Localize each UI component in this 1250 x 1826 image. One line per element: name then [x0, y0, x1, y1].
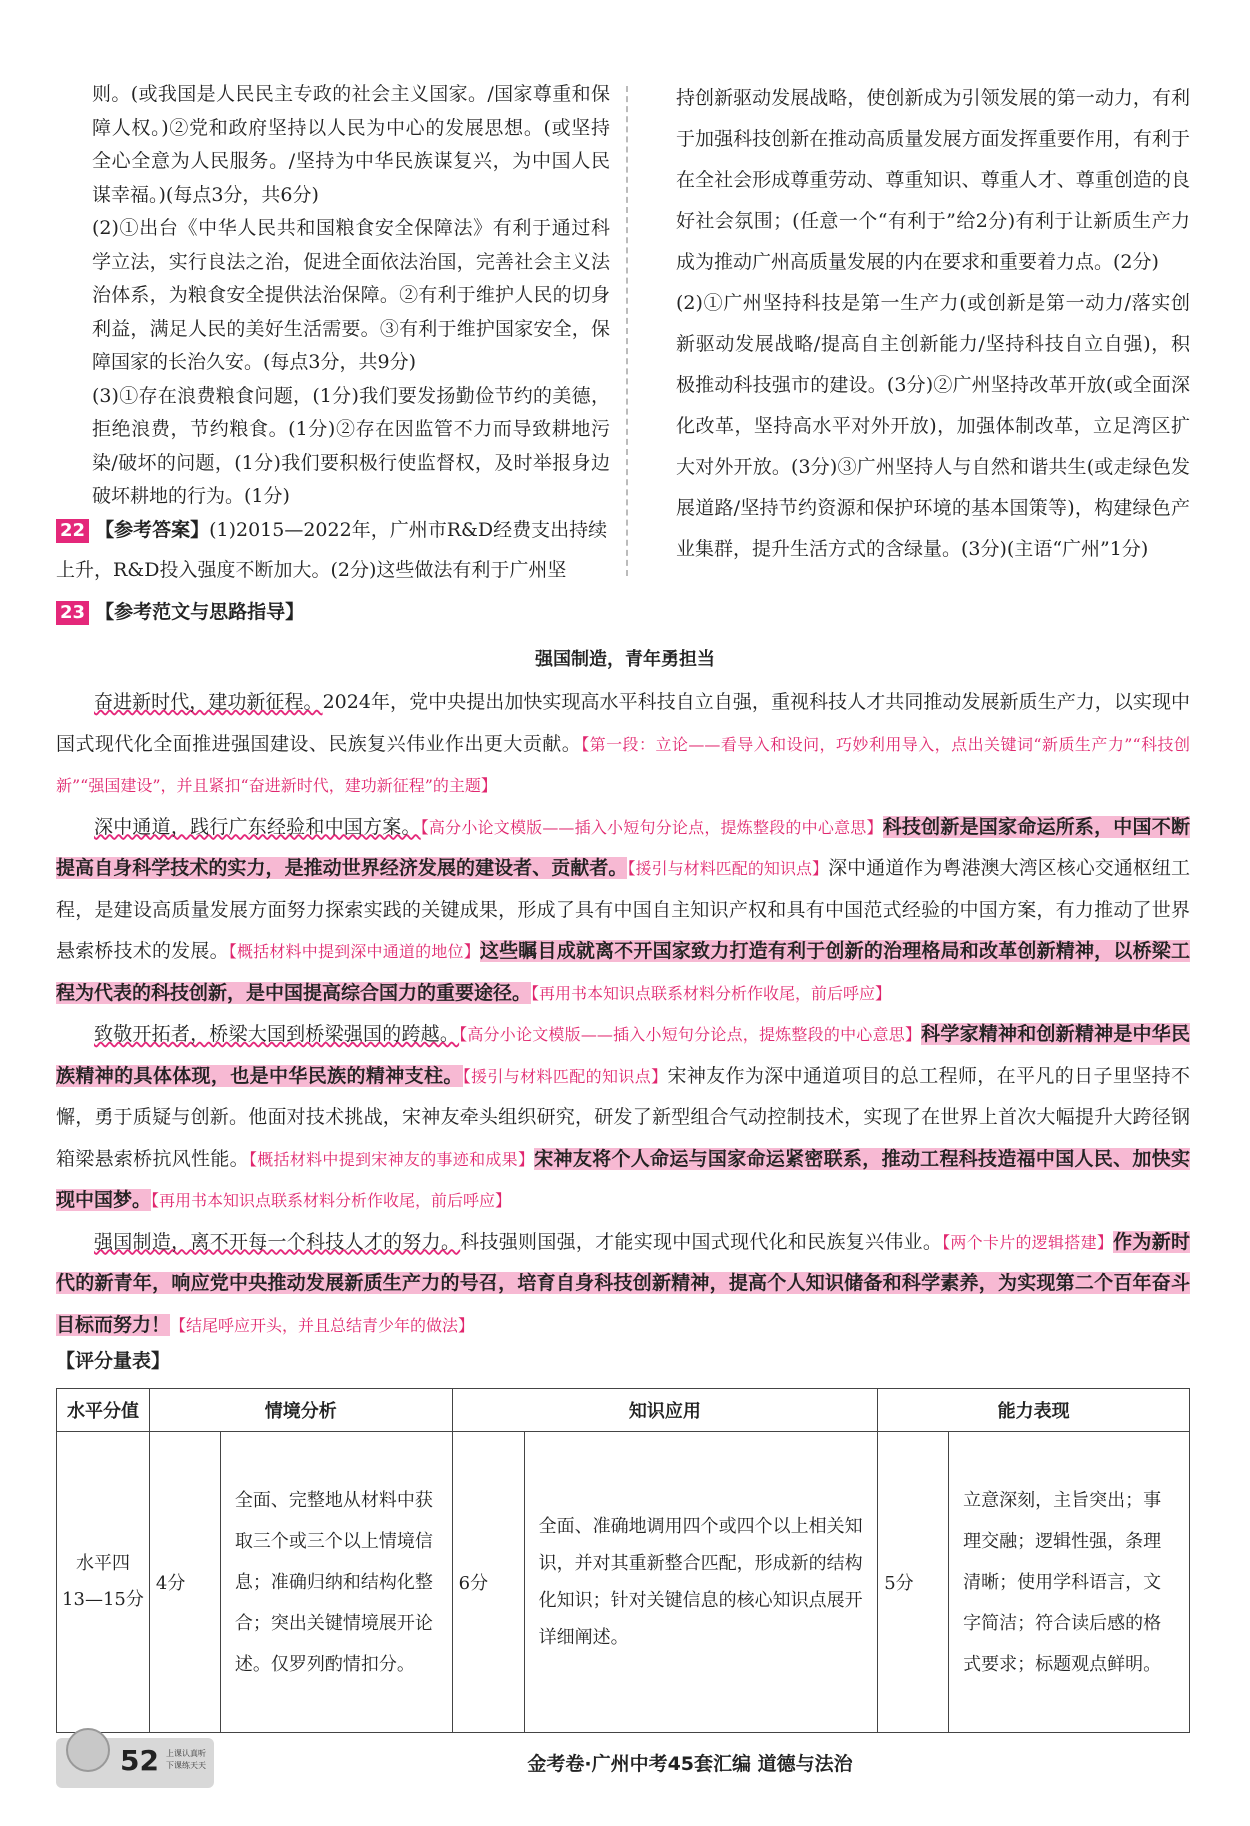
annotation-note: 【再用书本知识点联系材料分析作收尾，前后呼应】: [531, 983, 892, 1003]
question-number-23: 23: [56, 601, 89, 625]
question-number-22: 22: [56, 519, 89, 543]
situation-criteria: 全面、完整地从材料中获取三个或三个以上情境信息；准确归纳和结构化整合；突出关键情境展开论述。仅罗列酌情扣分。: [220, 1432, 452, 1733]
left-column: [92, 78, 610, 514]
right-paragraph-1: 持创新驱动发展战略，使创新成为引领发展的第一动力，有利于加强科技创新在推动高质量发展方面发挥重要作用，有利于在全社会形成尊重劳动、尊重知识、尊重人才、尊重创造的良好社会氛围；(任意一个“有利于”给2分)有利于让新质生产力成为推动广州高质量发展的内在要求和重要着力点。(2分): [676, 87, 1190, 273]
sub-point-phrase: 深中通道，践行广东经验和中国方案。: [94, 815, 421, 838]
ability-criteria: 立意深刻，主旨突出；事理交融；逻辑性强，条理清晰；使用学科语言，文字简洁；符合读后感的格式要求；标题观点鲜明。: [949, 1432, 1190, 1733]
annotation-note: 【援引与材料匹配的知识点】: [462, 1066, 668, 1086]
footer-title: 金考卷·广州中考45套汇编 道德与法治: [527, 1753, 853, 1775]
annotation-note: 【概括材料中提到深中通道的地位】: [228, 942, 480, 961]
essay-text: 科技强则国强，才能实现中国式现代化和民族复兴伟业。: [460, 1230, 943, 1253]
question-23-header: [56, 597, 304, 625]
header-level: 水平分值: [57, 1389, 150, 1432]
question-22-text: (1)2015—2022年，广州市R&D经费支出持续上升，R&D投入强度不断加大。(2分)这些做法有利于广州坚: [56, 519, 608, 581]
essay-paragraph-3: [56, 1014, 1190, 1222]
highlighted-text: 科学家精神和创新精神是中华民族精神的具体体现，也是中华民族的精神支柱。: [56, 1023, 1190, 1087]
essay-text: 2024年，党中央提出加快实现高水平科技自立自强，重视科技人才共同推动发展新质生产力，以实现中国式现代化全面推进强国建设、民族复兴伟业作出更大贡献。: [56, 691, 1190, 755]
level-cell: [57, 1432, 150, 1733]
badge-line-2: 下课练天天: [166, 1761, 206, 1770]
situation-score: 4分: [149, 1432, 220, 1733]
annotation-note: 【第一段：立论——看导入和设问，巧妙利用导入，点出关键词“新质生产力”“科技创新”“强国建设”，并且紧扣“奋进新时代，建功新征程”的主题】: [56, 734, 1190, 795]
highlighted-text: 这些瞩目成就离不开国家致力打造有利于创新的治理格局和改革创新精神，以桥梁工程为代表的科技创新，是中国提高综合国力的重要途径。: [56, 940, 1190, 1004]
knowledge-criteria: 全面、准确地调用四个或四个以上相关知识，并对其重新整合匹配，形成新的结构化知识；针对关键信息的核心知识点展开详细阐述。: [524, 1432, 878, 1733]
right-paragraph-2: (2)①广州坚持科技是第一生产力(或创新是第一动力/落实创新驱动发展战略/提高自主创新能力/坚持科技自立自强)，积极推动科技强市的建设。(3分)②广州坚持改革开放(或全面深化改革，坚持高水平对外开放)，加强体制改革，立足湾区扩大对外开放。(3分)③广州坚持人与自然和谐共生(或走绿色发展道路/坚持节约资源和保护环境的基本国策等)，构建绿色产业集群，提升生活方式的含绿量。(3分)(主语“广州”1分): [676, 292, 1190, 560]
header-knowledge: 知识应用: [452, 1389, 878, 1432]
sub-point-phrase: 致敬开拓者，桥梁大国到桥梁强国的跨越。: [94, 1023, 460, 1045]
left-paragraph-2: (2)①出台《中华人民共和国粮食安全保障法》有利于通过科学立法，实行良法之治，促进全面依法治国，完善社会主义法治体系，为粮食安全提供法治保障。②有利于维护人民的切身利益，满足人民的美好生活需要。③有利于维护国家安全，保障国家的长治久安。(每点3分，共9分): [92, 217, 610, 373]
annotation-note: 【两个卡片的逻辑搭建】: [942, 1232, 1114, 1252]
rubric-header-row: [57, 1389, 1190, 1432]
question-22: [56, 510, 612, 590]
annotation-note: 【高分小论文模版——插入小短句分论点，提炼整段的中心意思】: [459, 1025, 922, 1044]
left-paragraph-1: 则。(或我国是人民民主专政的社会主义国家。/国家尊重和保障人权。)②党和政府坚持以人民为中心的发展思想。(或坚持全心全意为人民服务。/坚持为中华民族谋复兴，为中国人民谋幸福。)(每点3分，共6分): [92, 83, 610, 206]
essay-title: 强国制造，青年勇担当: [535, 649, 715, 670]
badge-line-1: 上课认真听: [166, 1749, 206, 1758]
essay-text: 深中通道作为粤港澳大湾区核心交通枢纽工程，是建设高质量发展方面努力探索实践的关键成果，形成了具有中国自主知识产权和具有中国范式经验的中国方案，有力推动了世界悬索桥技术的发展。: [56, 857, 1190, 962]
annotation-note: 【再用书本知识点联系材料分析作收尾，前后呼应】: [151, 1191, 512, 1210]
annotation-note: 【高分小论文模版——插入小短句分论点，提炼整段的中心意思】: [420, 817, 883, 837]
annotation-note: 【援引与材料匹配的知识点】: [627, 859, 829, 878]
essay-body: [56, 682, 1190, 1346]
essay-paragraph-2: [56, 807, 1190, 1015]
thesis-phrase: 奋进新时代，建功新征程。: [94, 691, 323, 713]
highlighted-text: 作为新时代的新青年，响应党中央推动发展新质生产力的号召，培育自身科技创新精神，提高个人知识储备和科学素养，为实现第二个百年奋斗目标而努力！: [56, 1230, 1190, 1336]
highlighted-text: 科技创新是国家命运所系，中国不断提高自身科学技术的实力，是推动世界经济发展的建设者、贡献者。: [56, 815, 1190, 879]
header-situation: 情境分析: [149, 1389, 452, 1432]
page-number: 52: [120, 1744, 159, 1777]
essay-paragraph-1: [56, 682, 1190, 807]
left-paragraph-3: (3)①存在浪费粮食问题，(1分)我们要发扬勤俭节约的美德，拒绝浪费，节约粮食。(1分)②存在因监管不力而导致耕地污染/破坏的问题，(1分)我们要积极行使监督权，及时举报身边破坏耕地的行为。(1分): [92, 384, 610, 507]
column-divider: [626, 86, 628, 576]
knowledge-score: 6分: [452, 1432, 524, 1733]
essay-paragraph-4: [56, 1222, 1190, 1347]
conclusion-phrase: 强国制造，离不开每一个科技人才的努力。: [94, 1230, 461, 1253]
level-name: 水平四: [75, 1553, 130, 1574]
level-range: 13—15分: [62, 1589, 144, 1610]
highlighted-text: 宋神友将个人命运与国家命运紧密联系，推动工程科技造福中国人民、加快实现中国梦。: [56, 1147, 1190, 1211]
rubric-heading: 【评分量表】: [56, 1350, 171, 1372]
annotation-note: 【概括材料中提到宋神友的事迹和成果】: [248, 1149, 535, 1169]
rubric-table: [56, 1388, 1190, 1733]
right-column: [676, 78, 1190, 570]
question-23-label: 【参考范文与思路指导】: [95, 601, 305, 623]
annotation-note: 【结尾呼应开头，并且总结青少年的做法】: [170, 1315, 475, 1335]
rubric-row-level4: [57, 1432, 1190, 1733]
question-22-label: 【参考答案】: [95, 519, 210, 541]
ability-score: 5分: [878, 1432, 949, 1733]
header-ability: 能力表现: [878, 1389, 1190, 1432]
essay-text: 宋神友作为深中通道项目的总工程师，在平凡的日子里坚持不懈，勇于质疑与创新。他面对技术挑战，宋神友牵头组织研究，研发了新型组合气动控制技术，实现了在世界上首次大幅提升大跨径钢箱梁悬索桥抗风性能。: [56, 1064, 1190, 1170]
